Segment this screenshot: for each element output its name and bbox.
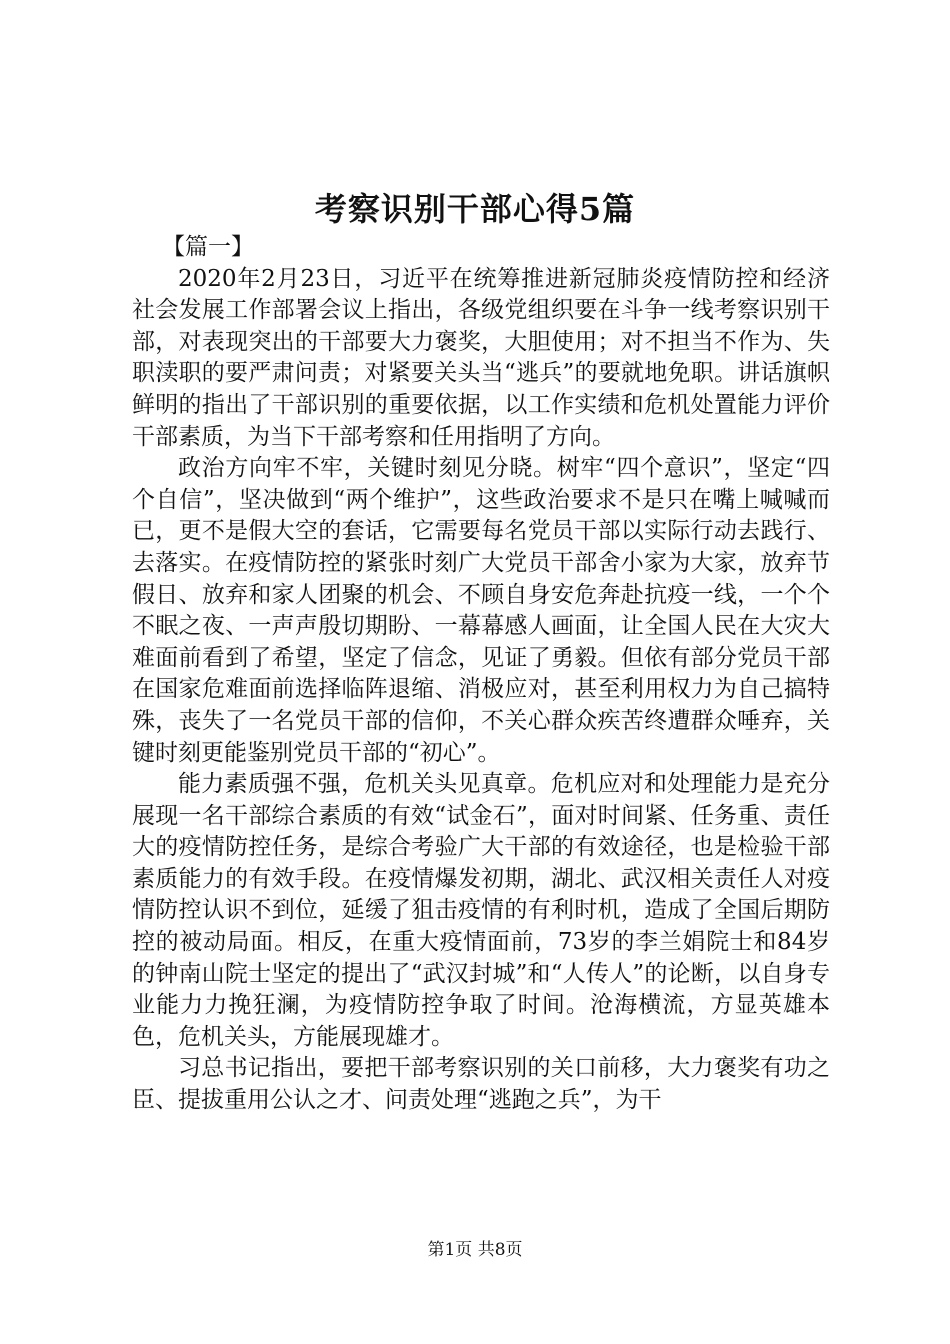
page-footer: 第1页 共8页: [427, 1240, 523, 1260]
paragraph-1: 2020年2月23日，习近平在统筹推进新冠肺炎疫情防控和经济社会发展工作部署会议上指出，各级党组织要在斗争一线考察识别干部，对表现突出的干部要大力褒奖，大胆使用；对不担当不作为、失职渎职的要严肃问责；对紧要关头当“逃兵”的要就地免职。讲话旗帜鲜明的指出了干部识别的重要依据，以工作实绩和危机处置能力评价干部素质，为当下干部考察和任用指明了方向。: [132, 265, 830, 450]
paragraph-4: 习总书记指出，要把干部考察识别的关口前移，大力褒奖有功之臣、提拔重用公认之才、问责处理“逃跑之兵”，为干: [132, 1055, 830, 1114]
paragraph-2: 政治方向牢不牢，关键时刻见分晓。树牢“四个意识”，坚定“四个自信”，坚决做到“两个维护”，这些政治要求不是只在嘴上喊喊而已，更不是假大空的套话，它需要每名党员干部以实际行动去践行、去落实。在疫情防控的紧张时刻广大党员干部舍小家为大家，放弃节假日、放弃和家人团聚的机会、不顾自身安危奔赴抗疫一线，一个个不眠之夜、一声声殷切期盼、一幕幕感人画面，让全国人民在大灾大难面前看到了希望，坚定了信念，见证了勇毅。但依有部分党员干部在国家危难面前选择临阵退缩、消极应对，甚至利用权力为自己搞特殊，丧失了一名党员干部的信仰，不关心群众疾苦终遭群众唾弃，关键时刻更能鉴别党员干部的“初心”。: [132, 455, 830, 766]
document-title: 考察识别干部心得5篇: [314, 190, 636, 228]
document-body: [132, 232, 830, 1117]
paragraph-3: 能力素质强不强，危机关头见真章。危机应对和处理能力是充分展现一名干部综合素质的有效“试金石”，面对时间紧、任务重、责任大的疫情防控任务，是综合考验广大干部的有效途径，也是检验干部素质能力的有效手段。在疫情爆发初期，湖北、武汉相关责任人对疫情防控认识不到位，延缓了狙击疫情的有利时机，造成了全国后期防控的被动局面。相反，在重大疫情面前，73岁的李兰娟院士和84岁的钟南山院士坚定的提出了“武汉封城”和“人传人”的论断，以自身专业能力力挽狂澜，为疫情防控争取了时间。沧海横流，方显英雄本色，危机关头，方能展现雄才。: [132, 771, 830, 1050]
section-heading: 【篇一】: [162, 234, 254, 260]
